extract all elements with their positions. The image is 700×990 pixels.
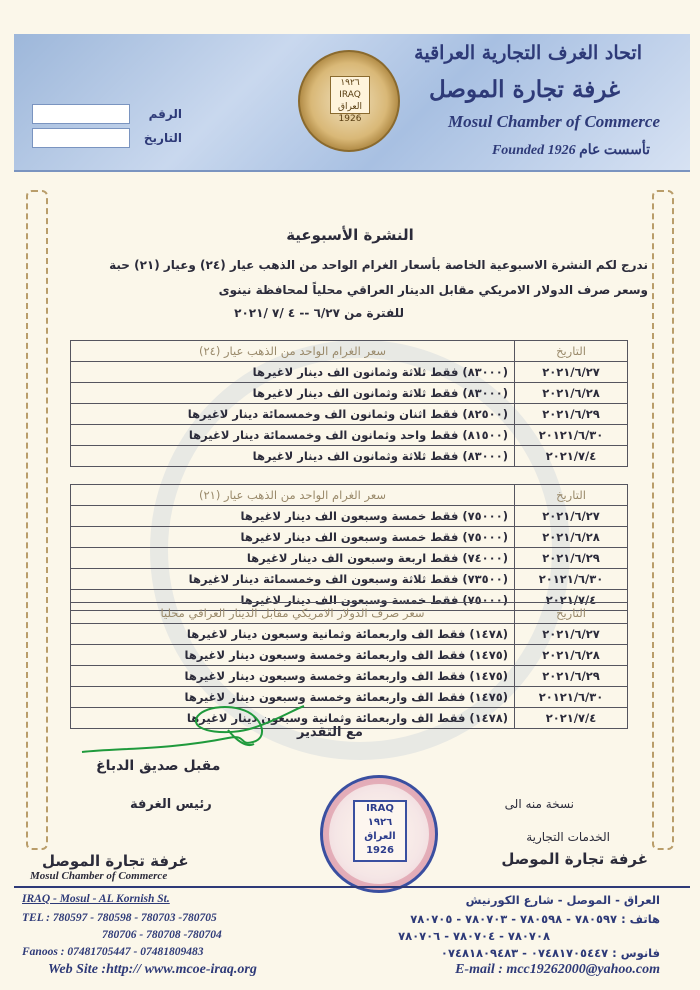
union-name: اتحاد الغرف التجارية العراقية — [414, 42, 642, 64]
table-row — [71, 527, 628, 548]
row-date: ٢٠٢١/٦/٢٩ — [515, 404, 628, 425]
table-row — [71, 548, 628, 569]
row-date: ٢٠٢١/٦/٢٩ — [515, 666, 628, 687]
value-header: سعر الغرام الواحد من الذهب عيار (٢٤) — [71, 341, 515, 362]
chamber-name-left-english: Mosul Chamber of Commerce — [30, 870, 168, 882]
row-date: ٢٠٢١/٦/٢٧ — [515, 624, 628, 645]
date-header: التاريخ — [515, 485, 628, 506]
footer-address-ar: العراق - الموصل - شارع الكورنيش — [465, 893, 660, 907]
date-label: التاريخ — [143, 131, 182, 145]
footer-website[interactable]: Web Site :http:// www.mcoe-iraq.org — [48, 962, 257, 977]
table-row — [71, 362, 628, 383]
number-row — [32, 104, 182, 124]
date-field[interactable] — [32, 128, 130, 148]
table-row — [71, 666, 628, 687]
row-value: (٧٥٠٠٠) فقط خمسة وسبعون الف دينار لاغيرها — [71, 506, 515, 527]
row-date: ٢٠٢١/٦/٢٨ — [515, 527, 628, 548]
row-date: ٢٠٢١/٧/٤ — [515, 590, 628, 611]
gold21-table — [70, 484, 628, 611]
date-header: التاريخ — [515, 603, 628, 624]
row-date: ٢٠١٢١/٦/٣٠ — [515, 569, 628, 590]
footer-tel-en-1 — [22, 912, 217, 924]
row-value: (١٤٧٥) فقط الف واربعمائة وخمسة وسبعون دينار لاغيرها — [71, 645, 515, 666]
row-date: ٢٠٢١/٦/٢٨ — [515, 383, 628, 404]
stamp-center: IRAQ ١٩٢٦ العراق 1926 — [353, 800, 407, 862]
chamber-name-left: غرفة تجارة الموصل — [42, 852, 189, 870]
footer-fax-en: Fanoos : 07481705447 - 07481809483 — [22, 946, 204, 958]
table-row — [71, 624, 628, 645]
row-date: ٢٠١٢١/٦/٣٠ — [515, 425, 628, 446]
table-row — [71, 506, 628, 527]
signature-scribble — [78, 690, 308, 760]
row-value: (١٤٧٥) فقط الف واربعمائة وخمسة وسبعون دينار لاغيرها — [71, 687, 515, 708]
copy-to-label: نسخة منه الى — [504, 797, 574, 811]
row-date: ٢٠٢١/٧/٤ — [515, 708, 628, 729]
regards-text: مع التقدير — [297, 725, 363, 740]
official-stamp — [320, 775, 438, 893]
row-value: (٨١٥٠٠) فقط واحد وثمانون الف وخمسمائة دينار لاغيرها — [71, 425, 515, 446]
chamber-name-right: غرفة تجارة الموصل — [501, 850, 648, 868]
intro-line-1: ندرج لكم النشرة الاسبوعية الخاصة بأسعار الغرام الواحد من الذهب عيار (٢٤) وعيار (٢١) حبة — [109, 258, 648, 272]
services-label: الخدمات التجارية — [526, 830, 610, 844]
value-header: سعر الغرام الواحد من الذهب عيار (٢١) — [71, 485, 515, 506]
row-value: (٧٥٠٠٠) فقط خمسة وسبعون الف دينار لاغيرها — [71, 590, 515, 611]
date-row — [32, 128, 182, 148]
intro-line-2: وسعر صرف الدولار الامريكي مقابل الدينار العراقي محلياً لمحافظة نينوى — [218, 283, 648, 297]
signer-name: مقبل صديق الدباغ — [96, 758, 221, 774]
decorative-border-right — [652, 190, 674, 850]
footer-address-en: IRAQ - Mosul - AL Kornish St. — [22, 893, 170, 905]
footer-tel-ar-1: هاتف : ٧٨٠٥٩٧ - ٧٨٠٥٩٨ - ٧٨٠٧٠٣ - ٧٨٠٧٠٥ — [410, 912, 660, 926]
table-row — [71, 645, 628, 666]
table-row — [71, 383, 628, 404]
founded-ar: تأسست عام — [579, 143, 650, 158]
table-header-row — [71, 603, 628, 624]
period-line: للفترة من ٦/٢٧ -- ٤ /٧ /٢٠٢١ — [234, 306, 404, 320]
decorative-border-left — [26, 190, 48, 850]
founded-line — [492, 142, 650, 159]
table-row — [71, 446, 628, 467]
row-date: ٢٠٢١/٦/٢٩ — [515, 548, 628, 569]
footer-email[interactable]: E-mail : mcc19262000@yahoo.com — [455, 962, 660, 977]
gold24-table — [70, 340, 628, 467]
chamber-seal-logo — [298, 50, 400, 152]
reference-fields — [32, 104, 182, 152]
row-value: (٨٣٠٠٠) فقط ثلاثة وثمانون الف دينار لاغيرها — [71, 446, 515, 467]
row-value: (٧٥٠٠٠) فقط خمسة وسبعون الف دينار لاغيرها — [71, 527, 515, 548]
date-header: التاريخ — [515, 341, 628, 362]
tel-label: TEL : — [22, 912, 50, 924]
table-row — [71, 569, 628, 590]
number-field[interactable] — [32, 104, 130, 124]
footer-tel-en-2: 780706 - 780708 -780704 — [102, 929, 222, 941]
row-value: (١٤٧٨) فقط الف واربعمائة وثمانية وسبعون دينار لاغيرها — [71, 624, 515, 645]
row-date: ٢٠٢١/٦/٢٨ — [515, 645, 628, 666]
number-label: الرقم — [148, 107, 182, 121]
row-value: (١٤٧٨) فقط الف واربعمائة وثمانية وسبعون دينار لاغيرها — [71, 708, 515, 729]
seal-center: ١٩٢٦ IRAQ العراق 1926 — [330, 76, 370, 114]
row-date: ٢٠١٢١/٦/٣٠ — [515, 687, 628, 708]
row-value: (١٤٧٥) فقط الف واربعمائة وخمسة وسبعون دينار لاغيرها — [71, 666, 515, 687]
table-header-row — [71, 485, 628, 506]
signer-title: رئيس الغرفة — [130, 797, 212, 812]
founded-en: Founded 1926 — [491, 143, 576, 158]
row-value: (٧٣٥٠٠) فقط ثلاثة وسبعون الف وخمسمائة دينار لاغيرها — [71, 569, 515, 590]
table-header-row — [71, 341, 628, 362]
row-date: ٢٠٢١/٧/٤ — [515, 446, 628, 467]
chamber-name-arabic: غرفة تجارة الموصل — [429, 76, 620, 103]
document-title: النشرة الأسبوعية — [286, 226, 414, 244]
value-header: سعر صرف الدولار الامريكي مقابل الدينار العراقي محليا — [71, 603, 515, 624]
footer-fax-ar: فانوس : ٠٧٤٨١٧٠٥٤٤٧ - ٠٧٤٨١٨٠٩٤٨٣ — [440, 946, 660, 960]
row-value: (٨٣٠٠٠) فقط ثلاثة وثمانون الف دينار لاغيرها — [71, 383, 515, 404]
row-value: (٧٤٠٠٠) فقط اربعة وسبعون الف دينار لاغيرها — [71, 548, 515, 569]
table-row — [71, 404, 628, 425]
footer-tel-ar-2: ٧٨٠٧٠٨ - ٧٨٠٧٠٤ - ٧٨٠٧٠٦ — [398, 929, 550, 943]
row-date: ٢٠٢١/٦/٢٧ — [515, 506, 628, 527]
row-value: (٨٢٥٠٠) فقط اثنان وثمانون الف وخمسمائة دينار لاغيرها — [71, 404, 515, 425]
row-value: (٨٣٠٠٠) فقط ثلاثة وثمانون الف دينار لاغيرها — [71, 362, 515, 383]
footer-divider — [14, 886, 690, 888]
table-row — [71, 425, 628, 446]
row-date: ٢٠٢١/٦/٢٧ — [515, 362, 628, 383]
tel-numbers: 780597 - 780598 - 780703 -780705 — [52, 912, 217, 924]
chamber-name-english: Mosul Chamber of Commerce — [447, 112, 660, 131]
